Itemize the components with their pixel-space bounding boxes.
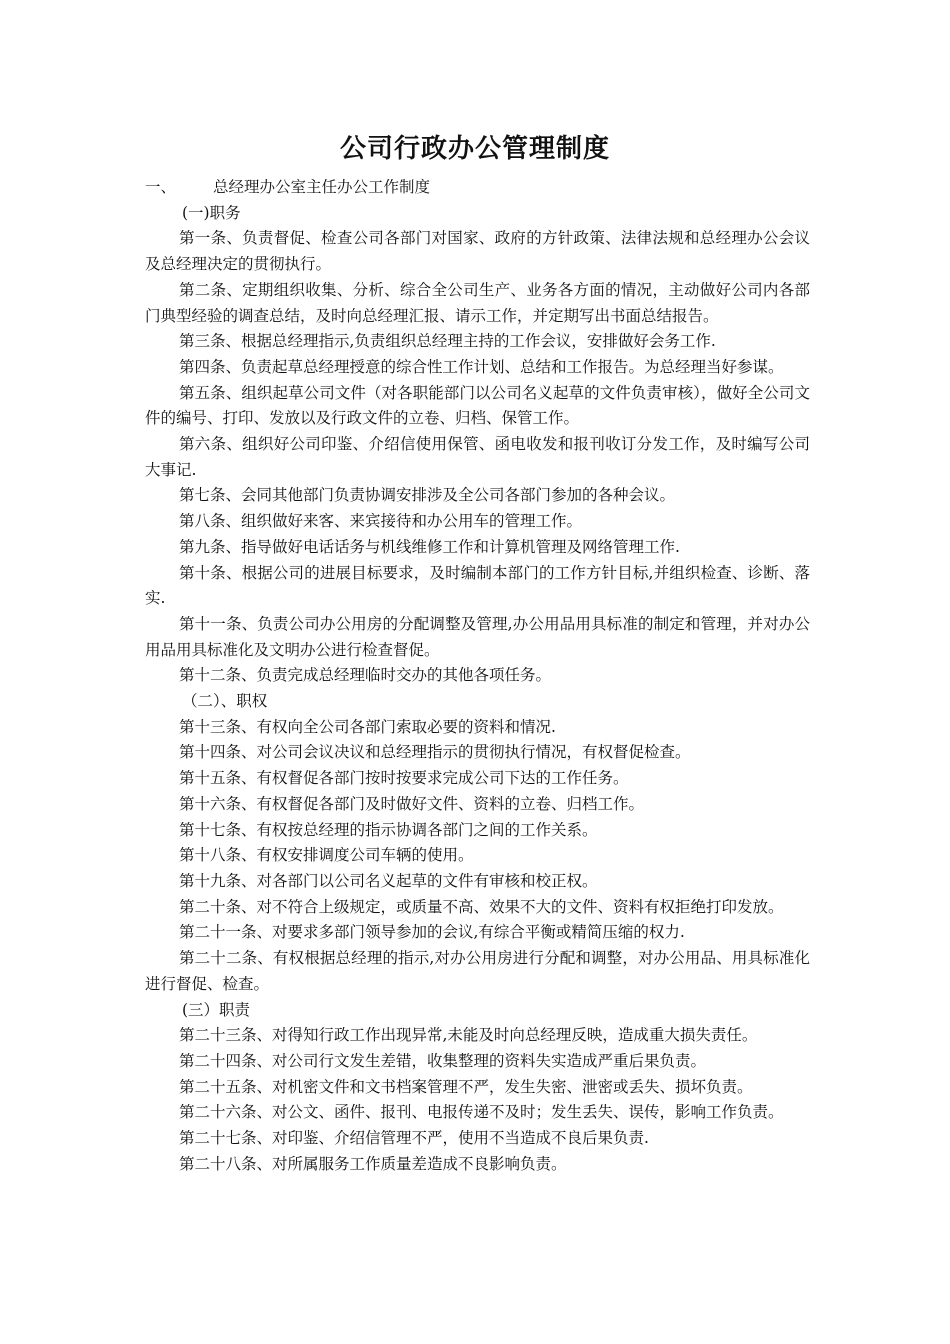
article-list-duties — [145, 226, 810, 689]
subsection-heading-responsibilities: (三）职责 — [182, 1000, 251, 1019]
article: 第二十六条、对公文、函件、报刊、电报传递不及时；发生丢失、误传，影响工作负责。 — [179, 1103, 784, 1122]
article: 第二条、定期组织收集、分析、综合全公司生产、业务各方面的情况，主动做好公司内各部门典型经验的调查总结，及时向总经理汇报、请示工作，并定期写出书面总结报告。 — [145, 280, 810, 325]
article: 第十九条、对各部门以公司名义起草的文件有审核和校正权。 — [179, 871, 598, 890]
article: 第二十五条、对机密文件和文书档案管理不严，发生失密、泄密或丢失、损坏负责。 — [179, 1077, 753, 1096]
article: 第二十二条、有权根据总经理的指示,对办公用房进行分配和调整，对办公用品、用具标准化进行督促、检查。 — [145, 949, 810, 993]
article: 第二十一条、对要求多部门领导参加的会议,有综合平衡或精简压缩的权力. — [179, 923, 685, 942]
article: 第十四条、对公司会议决议和总经理指示的贯彻执行情况，有权督促检查。 — [179, 743, 691, 762]
article: 第一条、负责督促、检查公司各部门对国家、政府的方针政策、法律法规和总经理办公会议及总经理决定的贯彻执行。 — [145, 229, 810, 274]
article: 第二十条、对不符合上级规定，或质量不高、效果不大的文件、资料有权拒绝打印发放。 — [179, 897, 784, 916]
article: 第十三条、有权向全公司各部门索取必要的资料和情况. — [179, 717, 556, 736]
article: 第六条、组织好公司印鉴、介绍信使用保管、函电收发和报刊收订分发工作，及时编写公司大事记. — [145, 435, 810, 479]
section-heading — [145, 175, 810, 201]
section-title: 总经理办公室主任办公工作制度 — [213, 178, 431, 196]
article: 第十二条、负责完成总经理临时交办的其他各项任务。 — [179, 666, 552, 685]
article: 第七条、会同其他部门负责协调安排涉及全公司各部门参加的各种会议。 — [179, 486, 676, 505]
article: 第四条、负责起草总经理授意的综合性工作计划、总结和工作报告。为总经理当好参谋。 — [179, 357, 784, 376]
article: 第五条、组织起草公司文件（对各职能部门以公司名义起草的文件负责审核），做好全公司文件的编号、打印、发放以及行政文件的立卷、归档、保管工作。 — [145, 383, 810, 428]
article-list-powers — [145, 715, 810, 998]
article: 第九条、指导做好电话话务与机线维修工作和计算机管理及网络管理工作. — [179, 537, 680, 556]
article: 第三条、根据总经理指示,负责组织总经理主持的工作会议，安排做好会务工作. — [179, 332, 716, 351]
article-list-responsibilities — [145, 1023, 810, 1177]
article: 第十七条、有权按总经理的指示协调各部门之间的工作关系。 — [179, 820, 598, 839]
document-body — [145, 175, 810, 1177]
article: 第十一条、负责公司办公用房的分配调整及管理,办公用品用具标准的制定和管理，并对办公用品用具标准化及文明办公进行检查督促。 — [145, 614, 810, 659]
article: 第二十三条、对得知行政工作出现异常,未能及时向总经理反映，造成重大损失责任。 — [179, 1026, 758, 1045]
article: 第二十八条、对所属服务工作质量差造成不良影响负责。 — [179, 1154, 567, 1173]
article: 第十六条、有权督促各部门及时做好文件、资料的立卷、归档工作。 — [179, 794, 645, 813]
article: 第十五条、有权督促各部门按时按要求完成公司下达的工作任务。 — [179, 769, 629, 788]
subsection-heading-duties: (一)职务 — [182, 203, 241, 222]
article: 第二十四条、对公司行文发生差错，收集整理的资料失实造成严重后果负责。 — [179, 1051, 707, 1070]
subsection-heading-powers: （二）、职权 — [182, 692, 268, 711]
article: 第十八条、有权安排调度公司车辆的使用。 — [179, 846, 474, 865]
section-number: 一、 — [145, 178, 177, 196]
article: 第二十七条、对印鉴、介绍信管理不严，使用不当造成不良后果负责. — [179, 1129, 649, 1148]
article: 第八条、组织做好来客、来宾接待和办公用车的管理工作。 — [179, 512, 583, 531]
article: 第十条、根据公司的进展目标要求，及时编制本部门的工作方针目标,并组织检查、诊断、落实. — [145, 563, 810, 608]
document-title: 公司行政办公管理制度 — [339, 134, 610, 164]
